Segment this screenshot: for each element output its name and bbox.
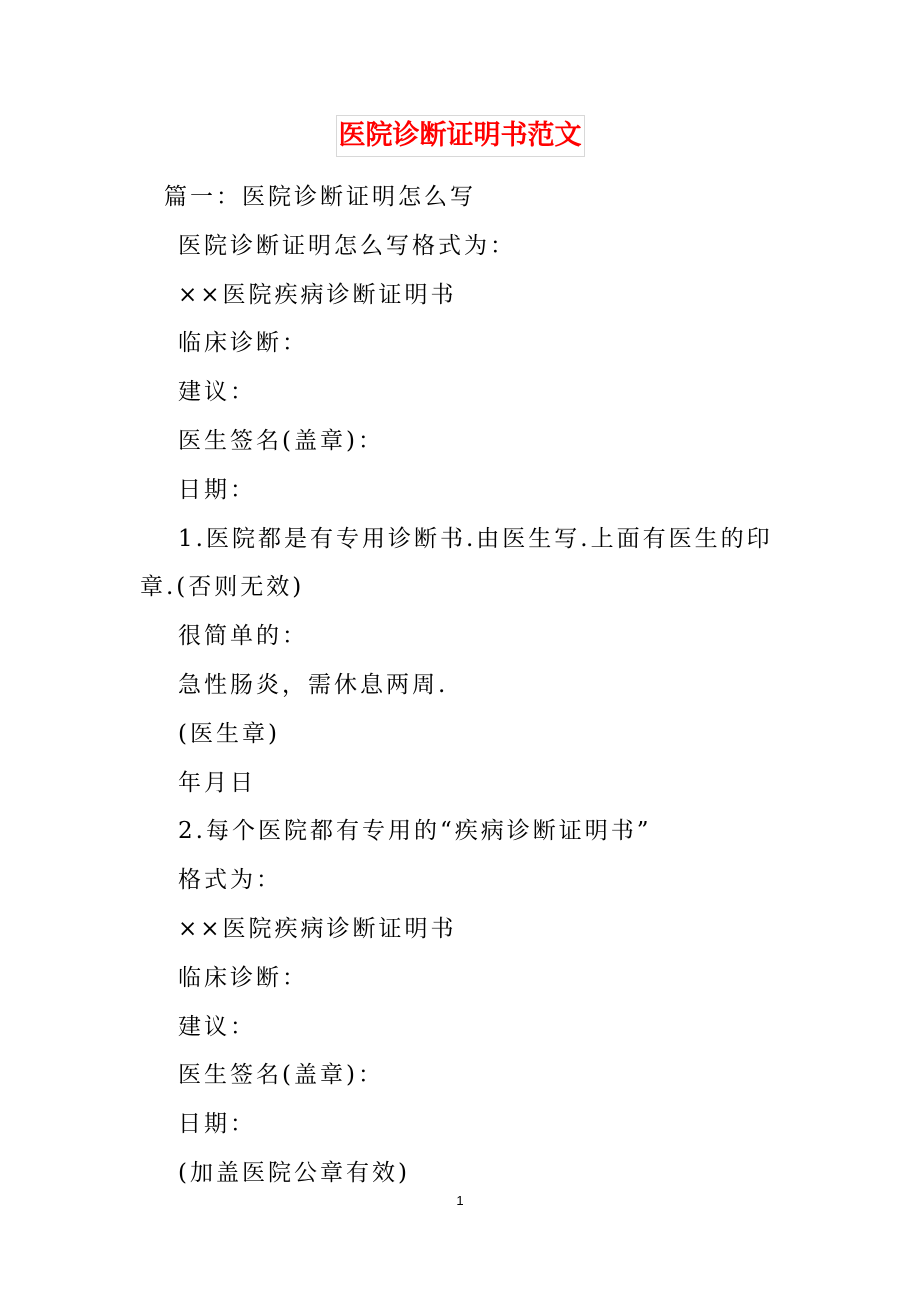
text-line: 急性肠炎，需休息两周.	[178, 671, 449, 698]
text-line: 医生签名(盖章)：	[178, 1062, 384, 1089]
text-line: (加盖医院公章有效)	[178, 1159, 410, 1186]
section-heading: 篇一：医院诊断证明怎么写	[164, 184, 476, 210]
title-container	[0, 116, 920, 156]
text-line: 2.每个医院都有专用的“疾病诊断证明书”	[178, 818, 652, 845]
text-line: (医生章)	[178, 720, 280, 747]
text-line: 建议：	[178, 379, 256, 406]
text-line: ××医院疾病诊断证明书	[178, 915, 457, 942]
text-line: 格式为：	[178, 867, 282, 894]
text-line: 很简单的：	[178, 623, 308, 650]
text-paragraph: 1.医院都是有专用诊断书.由医生写.上面有医生的印章.(否则无效)	[140, 525, 773, 601]
text-line: 临床诊断：	[178, 330, 308, 357]
text-line: 日期：	[178, 1111, 256, 1138]
document-body	[140, 173, 790, 1198]
text-line: ××医院疾病诊断证明书	[178, 281, 457, 308]
document-title: 医院诊断证明书范文	[337, 116, 584, 156]
text-line: 临床诊断：	[178, 964, 308, 991]
page-number: 1	[456, 1193, 464, 1208]
text-line: 日期：	[178, 476, 256, 503]
text-line: 医院诊断证明怎么写格式为：	[178, 232, 516, 259]
text-line: 建议：	[178, 1013, 256, 1040]
text-line: 医生签名(盖章)：	[178, 427, 384, 454]
text-line: 年月日	[178, 769, 256, 796]
